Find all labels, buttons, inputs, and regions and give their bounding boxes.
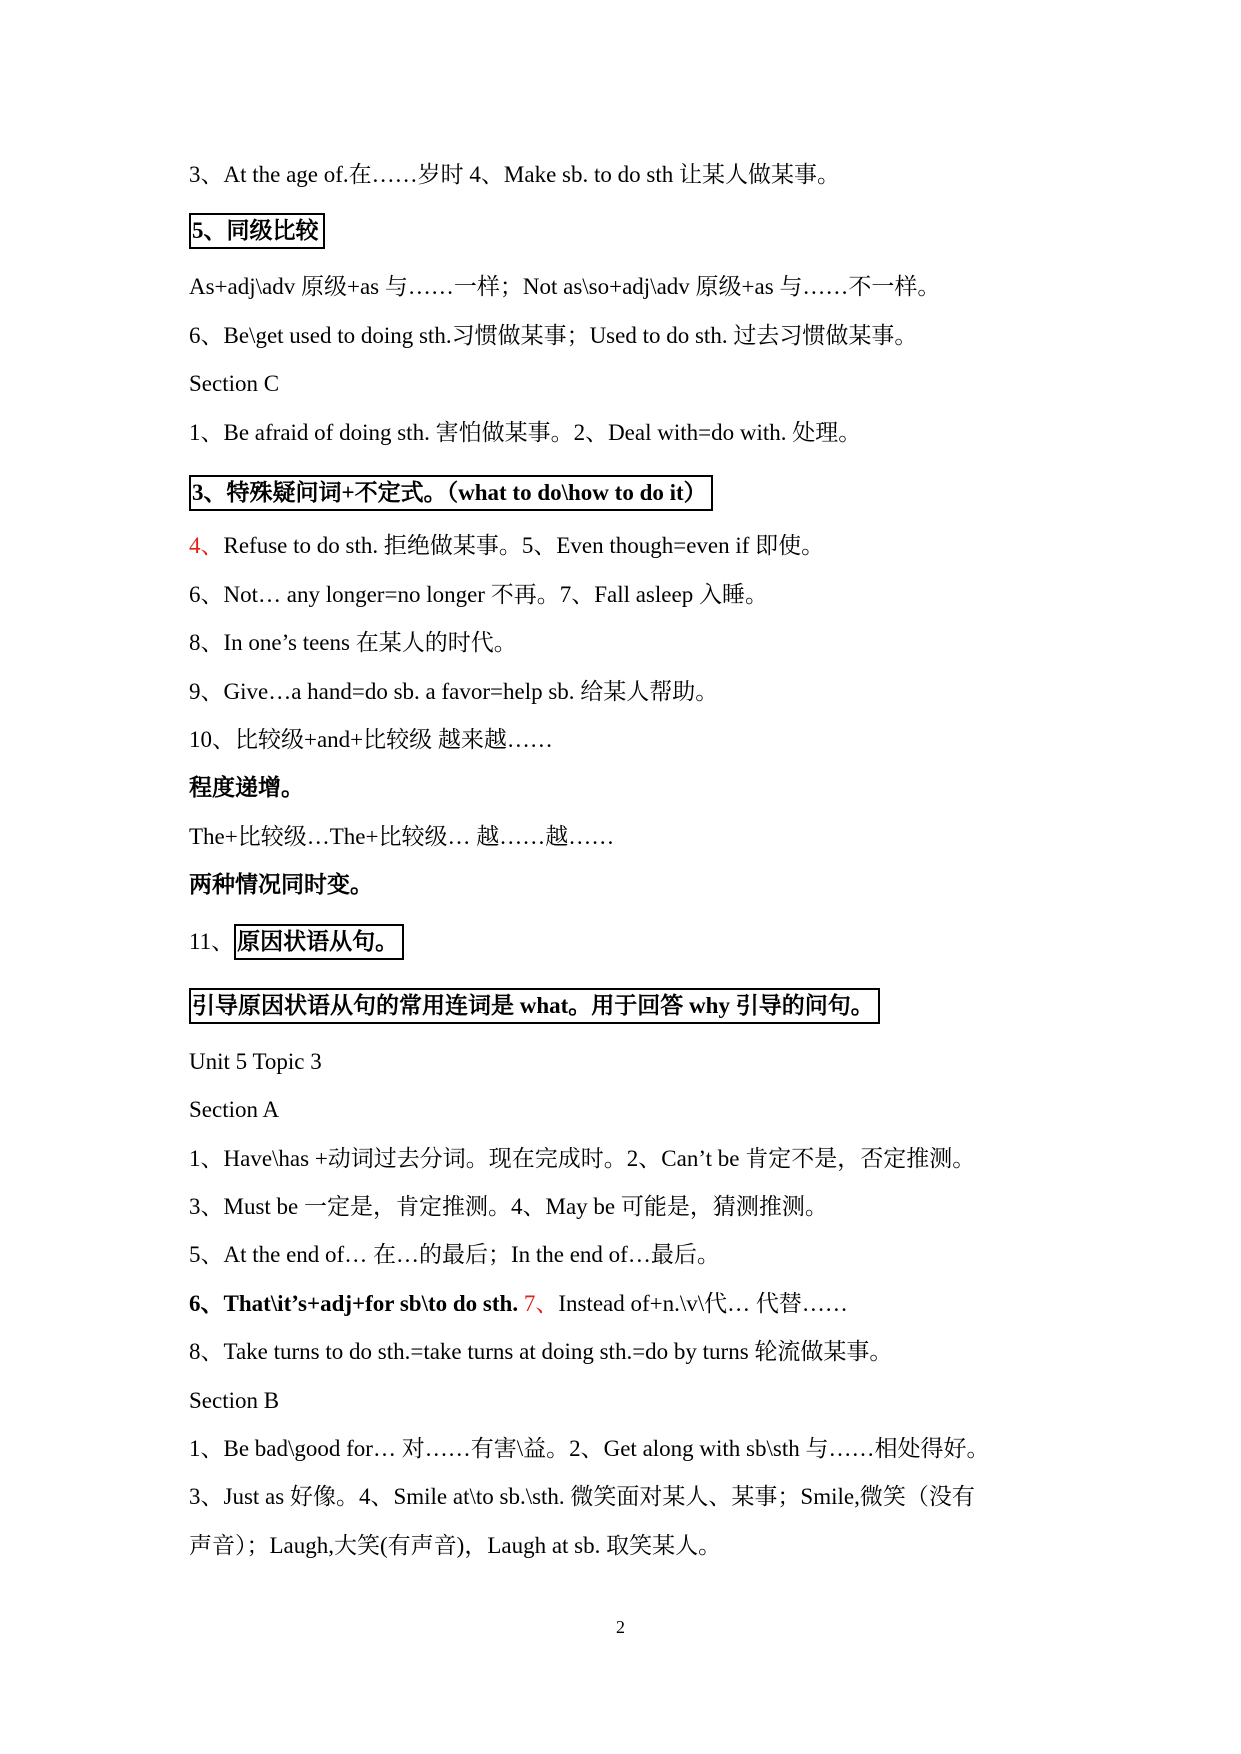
- text-line: 3、Must be 一定是，肯定推测。4、May be 可能是，猜测推测。: [189, 1194, 828, 1219]
- item-number-highlighted: 7、: [523, 1291, 559, 1316]
- text-line: 1、Be bad\good for… 对……有害\益。2、Get along with sb\sth 与……相处得好。: [189, 1436, 990, 1461]
- text-line: As+adj\adv 原级+as 与……一样；Not as\so+adj\adv 原级+as 与……不一样。: [189, 274, 941, 299]
- boxed-heading: 引导原因状语从句的常用连词是 what。用于回答 why 引导的问句。: [189, 988, 880, 1024]
- text-line: 6、Not… any longer=no longer 不再。7、Fall asleep 入睡。: [189, 582, 768, 607]
- item-number: 11、: [189, 929, 235, 954]
- text-line: 5、At the end of… 在…的最后；In the end of…最后。: [189, 1242, 720, 1267]
- text-line: 1、Be afraid of doing sth. 害怕做某事。2、Deal with=do with. 处理。: [189, 420, 862, 445]
- boxed-heading: 原因状语从句。: [234, 924, 404, 960]
- text-line: 10、比较级+and+比较级 越来越……: [189, 727, 553, 752]
- text-line: The+比较级…The+比较级… 越……越……: [189, 824, 615, 849]
- bold-note: 程度递增。: [189, 775, 304, 800]
- text-line: 8、In one’s teens 在某人的时代。: [189, 630, 517, 655]
- unit-title: Unit 5 Topic 3: [189, 1049, 322, 1074]
- item-number-highlighted: 4、: [189, 533, 224, 558]
- item-text: Refuse to do sth. 拒绝做某事。5、Even though=even if 即使。: [223, 533, 825, 558]
- section-label: Section C: [189, 371, 280, 396]
- text-line: [189, 531, 824, 561]
- heading-line: [189, 213, 325, 249]
- bold-note: 两种情况同时变。: [189, 872, 373, 897]
- item-text: Instead of+n.\v\代… 代替……: [558, 1291, 848, 1316]
- text-line: 6、Be\get used to doing sth.习惯做某事；Used to do sth. 过去习惯做某事。: [189, 323, 918, 348]
- page-number: 2: [616, 1617, 625, 1637]
- text-line: 8、Take turns to do sth.=take turns at doing sth.=do by turns 轮流做某事。: [189, 1339, 893, 1364]
- heading-line: [189, 988, 880, 1024]
- text-line: 1、Have\has +动词过去分词。现在完成时。2、Can’t be 肯定不是，否定推测。: [189, 1146, 976, 1171]
- boxed-heading: 3、特殊疑问词+不定式。（what to do\how to do it）: [189, 475, 713, 511]
- text-line: 3、Just as 好像。4、Smile at\to sb.\sth. 微笑面对某人、某事；Smile,微笑（没有: [189, 1484, 975, 1509]
- section-label: Section B: [189, 1388, 280, 1413]
- heading-line: [189, 475, 713, 511]
- bold-item: 6、That\it’s+adj+for sb\to do sth.: [189, 1291, 519, 1316]
- section-label: Section A: [189, 1097, 280, 1122]
- text-line: 声音）；Laugh,大笑(有声音)，Laugh at sb. 取笑某人。: [189, 1533, 722, 1558]
- text-line: 9、Give…a hand=do sb. a favor=help sb. 给某人帮助。: [189, 679, 719, 704]
- text-line: [189, 1289, 848, 1319]
- boxed-heading: 5、同级比较: [189, 213, 325, 249]
- text-line: 3、At the age of.在……岁时 4、Make sb. to do sth 让某人做某事。: [189, 162, 840, 187]
- heading-line: [189, 924, 404, 960]
